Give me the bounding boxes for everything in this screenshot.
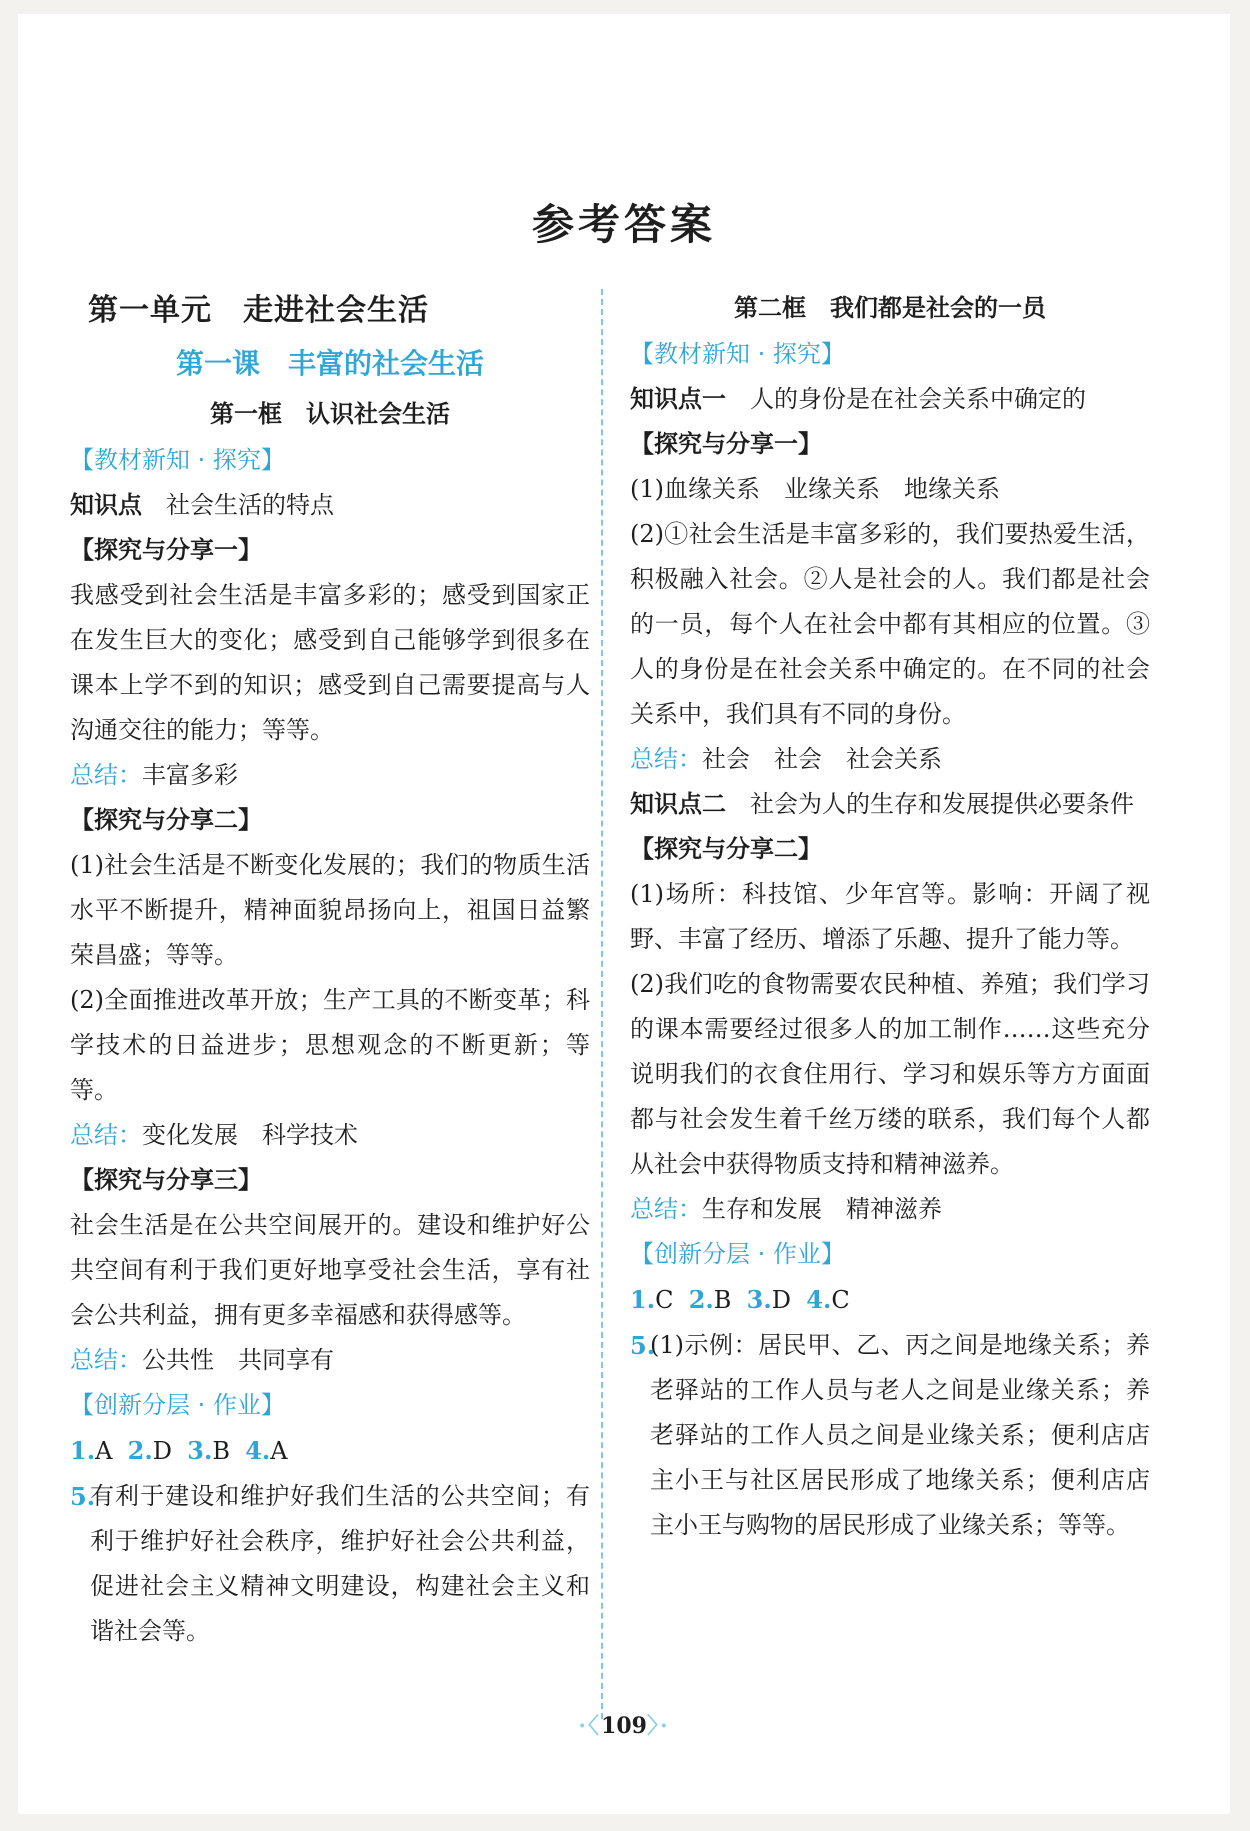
answer-number: 1. — [630, 1285, 656, 1314]
answer-paragraph: (1)场所：科技馆、少年宫等。影响：开阔了视野、丰富了经历、增添了乐趣、提升了能力等。 — [630, 880, 1150, 953]
explore-share-heading: 【探究与分享二】 — [70, 806, 262, 834]
knowledge-point-text: 人的身份是在社会关系中确定的 — [750, 385, 1086, 413]
knowledge-point — [70, 483, 590, 528]
summary-line — [70, 753, 590, 798]
answer-page — [18, 14, 1230, 1814]
knowledge-point — [630, 782, 1150, 827]
summary-text: 变化发展 科学技术 — [142, 1121, 358, 1149]
section-heading: 【创新分层 · 作业】 — [70, 1391, 285, 1419]
knowledge-point-text: 社会生活的特点 — [166, 491, 334, 519]
summary-text: 社会 社会 社会关系 — [702, 745, 942, 773]
answer-paragraph: (2)全面推进改革开放；生产工具的不断变革；科学技术的日益进步；思想观念的不断更新；等等。 — [70, 986, 590, 1104]
frame-title: 第二框 我们都是社会的一员 — [734, 294, 1046, 322]
answer-text: (1)示例：居民甲、乙、丙之间是地缘关系；养老驿站的工作人员与老人之间是业缘关系；养老驿站的工作人员之间是业缘关系；便利店店主小王与社区居民形成了地缘关系；便利店店主小王与购物的居民形成了业缘关系；等等。 — [650, 1331, 1150, 1539]
answer-number: 4. — [806, 1285, 832, 1314]
summary-label: 总结： — [630, 1195, 702, 1223]
answer-value: B — [212, 1437, 230, 1465]
summary-label: 总结： — [630, 745, 702, 773]
page-number — [18, 1709, 1230, 1740]
answer-number: 4. — [245, 1436, 271, 1465]
knowledge-point-label: 知识点二 — [630, 790, 726, 818]
explore-share-heading: 【探究与分享三】 — [70, 1166, 262, 1194]
left-column — [70, 284, 590, 1654]
choice-answers — [630, 1277, 1150, 1323]
answer-number: 2. — [688, 1285, 714, 1314]
unit-title: 第一单元 走进社会生活 — [88, 293, 429, 328]
column-divider — [601, 289, 603, 1719]
answer-value: A — [270, 1437, 288, 1465]
answer-number: 3. — [187, 1436, 213, 1465]
answer-value: D — [771, 1286, 791, 1314]
answer-paragraph: 社会生活是在公共空间展开的。建设和维护好公共空间有利于我们更好地享受社会生活，享有社会公共利益，拥有更多幸福感和获得感等。 — [70, 1211, 590, 1329]
answer-text: 有利于建设和维护好我们生活的公共空间；有利于维护好社会秩序，维护好社会公共利益，促进社会主义精神文明建设，构建社会主义和谐社会等。 — [90, 1482, 590, 1645]
answer-value: A — [95, 1437, 113, 1465]
answer-number: 5. — [630, 1331, 656, 1360]
right-column — [630, 284, 1150, 1548]
summary-label: 总结： — [70, 1121, 142, 1149]
summary-text: 公共性 共同享有 — [142, 1346, 334, 1374]
summary-text: 丰富多彩 — [142, 761, 238, 789]
section-heading: 【教材新知 · 探究】 — [70, 446, 285, 474]
summary-line — [630, 737, 1150, 782]
explore-share-heading: 【探究与分享一】 — [630, 430, 822, 458]
answer-value: C — [831, 1286, 850, 1314]
answer-number: 2. — [127, 1436, 153, 1465]
page-title: 参考答案 — [531, 200, 716, 249]
answer-value: D — [152, 1437, 172, 1465]
knowledge-point-text: 社会为人的生存和发展提供必要条件 — [750, 790, 1134, 818]
summary-label: 总结： — [70, 1346, 142, 1374]
knowledge-point-label: 知识点 — [70, 491, 142, 519]
explore-share-heading: 【探究与分享一】 — [70, 536, 262, 564]
answer-number: 1. — [70, 1436, 96, 1465]
summary-line — [630, 1187, 1150, 1232]
page-number-left-ornament: ·〈 — [578, 1713, 602, 1739]
answer-paragraph: (1)血缘关系 业缘关系 地缘关系 — [630, 475, 1000, 503]
section-heading: 【创新分层 · 作业】 — [630, 1240, 845, 1268]
answer-paragraph: (2)①社会生活是丰富多彩的，我们要热爱生活，积极融入社会。②人是社会的人。我们都是社会的一员，每个人在社会中都有其相应的位置。③人的身份是在社会关系中确定的。在不同的社会关系中，我们具有不同的身份。 — [630, 520, 1150, 728]
summary-line — [70, 1338, 590, 1383]
choice-answers — [70, 1428, 590, 1474]
answer-value: C — [655, 1286, 674, 1314]
knowledge-point-label: 知识点一 — [630, 385, 726, 413]
explore-share-heading: 【探究与分享二】 — [630, 835, 822, 863]
summary-text: 生存和发展 精神滋养 — [702, 1195, 942, 1223]
answer-number: 3. — [746, 1285, 772, 1314]
page-number-right-ornament: 〉· — [646, 1713, 670, 1739]
frame-title: 第一框 认识社会生活 — [210, 400, 450, 428]
answer-paragraph: (2)我们吃的食物需要农民种植、养殖；我们学习的课本需要经过很多人的加工制作……这些充分说明我们的衣食住用行、学习和娱乐等方方面面都与社会发生着千丝万缕的联系，我们每个人都从社会中获得物质支持和精神滋养。 — [630, 970, 1150, 1178]
question-5-answer — [70, 1474, 590, 1654]
answer-paragraph: 我感受到社会生活是丰富多彩的；感受到国家正在发生巨大的变化；感受到自己能够学到很多在课本上学不到的知识；感受到自己需要提高与人沟通交往的能力；等等。 — [70, 581, 590, 744]
answer-value: B — [713, 1286, 732, 1314]
knowledge-point — [630, 377, 1150, 422]
answer-number: 5. — [70, 1482, 96, 1511]
lesson-title: 第一课 丰富的社会生活 — [175, 347, 484, 380]
summary-line — [70, 1113, 590, 1158]
summary-label: 总结： — [70, 761, 142, 789]
page-number-value: 109 — [601, 1713, 647, 1739]
question-5-answer — [630, 1323, 1150, 1548]
section-heading: 【教材新知 · 探究】 — [630, 340, 845, 368]
answer-paragraph: (1)社会生活是不断变化发展的；我们的物质生活水平不断提升，精神面貌昂扬向上，祖国日益繁荣昌盛；等等。 — [70, 851, 590, 969]
